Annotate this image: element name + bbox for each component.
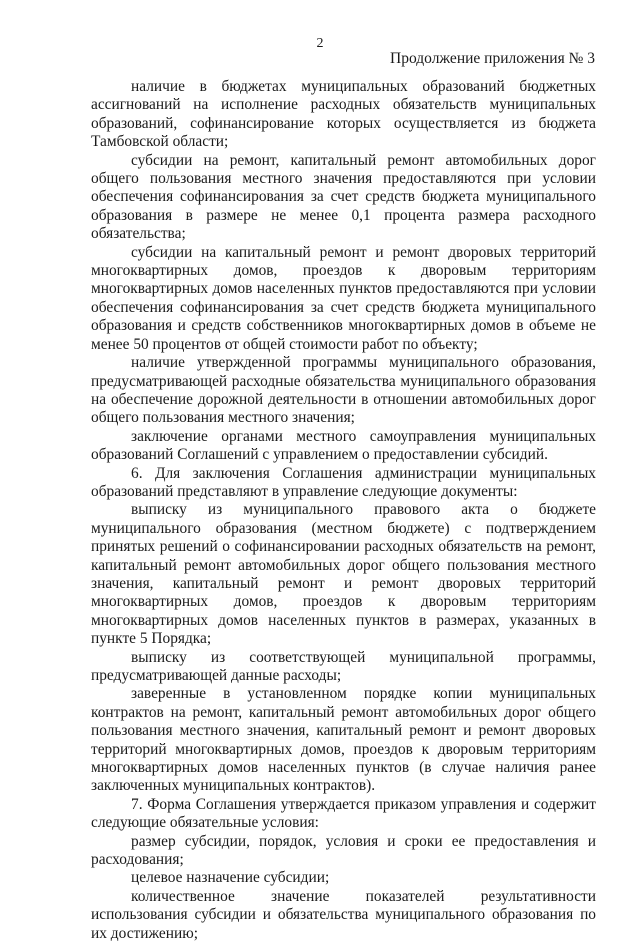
appendix-continuation-label: Продолжение приложения № 3 [390, 50, 595, 67]
paragraph: выписку из муниципального правового акта о бюджете муниципального образования (местном бюджете) с подтверждением принятых решений о софинансировании расходных обязательств на ремонт, капитальный ремонт автомобильных дорог общего пользования местного значения, капитальный ремонт и ремонт дворовых территорий многоквартирных домов, проездов к дворовым территориям многоквартирных домов населенных пунктов в размерах, указанных в пункте 5 Порядка; [91, 501, 596, 648]
paragraph: наличие в бюджетах муниципальных образований бюджетных ассигнований на исполнение расходных обязательств муниципальных образований, софинансирование которых осуществляется из бюджета Тамбовской области; [91, 78, 596, 151]
paragraph: выписку из соответствующей муниципальной программы, предусматривающей данные расходы; [91, 648, 596, 684]
document-body [91, 78, 596, 943]
paragraph: субсидии на капитальный ремонт и ремонт дворовых территорий многоквартирных домов, проездов к дворовым территориям многоквартирных домов населенных пунктов предоставляются при условии обеспечения софинансирования за счет средств бюджета муниципального образования и средств собственников многоквартирных домов в объеме не менее 50 процентов от общей стоимости работ по объекту; [91, 243, 596, 353]
paragraph: заключение органами местного самоуправления муниципальных образований Соглашений с управлением о предоставлении субсидий. [91, 427, 596, 464]
paragraph: 7. Форма Соглашения утверждается приказом управления и содержит следующие обязательные условия: [91, 795, 596, 832]
page-number: 2 [316, 36, 324, 51]
paragraph: 6. Для заключения Соглашения администрации муниципальных образований представляют в управление следующие документы: [91, 464, 596, 500]
paragraph: заверенные в установленном порядке копии муниципальных контрактов на ремонт, капитальный ремонт автомобильных дорог общего пользования местного значения, капитальный ремонт и ремонт дворовых территорий многоквартирных домов, проездов к дворовым территориям многоквартирных домов населенных пунктов (в случае наличия ранее заключенных муниципальных контрактов). [91, 685, 596, 795]
paragraph: наличие утвержденной программы муниципального образования, предусматривающей расходные обязательства муниципального образования на обеспечение дорожной деятельности в отношении автомобильных дорог общего пользования местного значения; [91, 354, 596, 427]
paragraph: количественное значение показателей результативности использования субсидии и обязательства муниципального образования по их достижению; [91, 887, 596, 942]
paragraph: субсидии на ремонт, капитальный ремонт автомобильных дорог общего пользования местного значения предоставляются при условии обеспечения софинансирования за счет средств бюджета муниципального образования в размере не менее 0,1 процента размера расходного обязательства; [91, 151, 596, 243]
paragraph: целевое назначение субсидии; [131, 869, 330, 887]
paragraph: размер субсидии, порядок, условия и сроки ее предоставления и расходования; [91, 832, 596, 869]
